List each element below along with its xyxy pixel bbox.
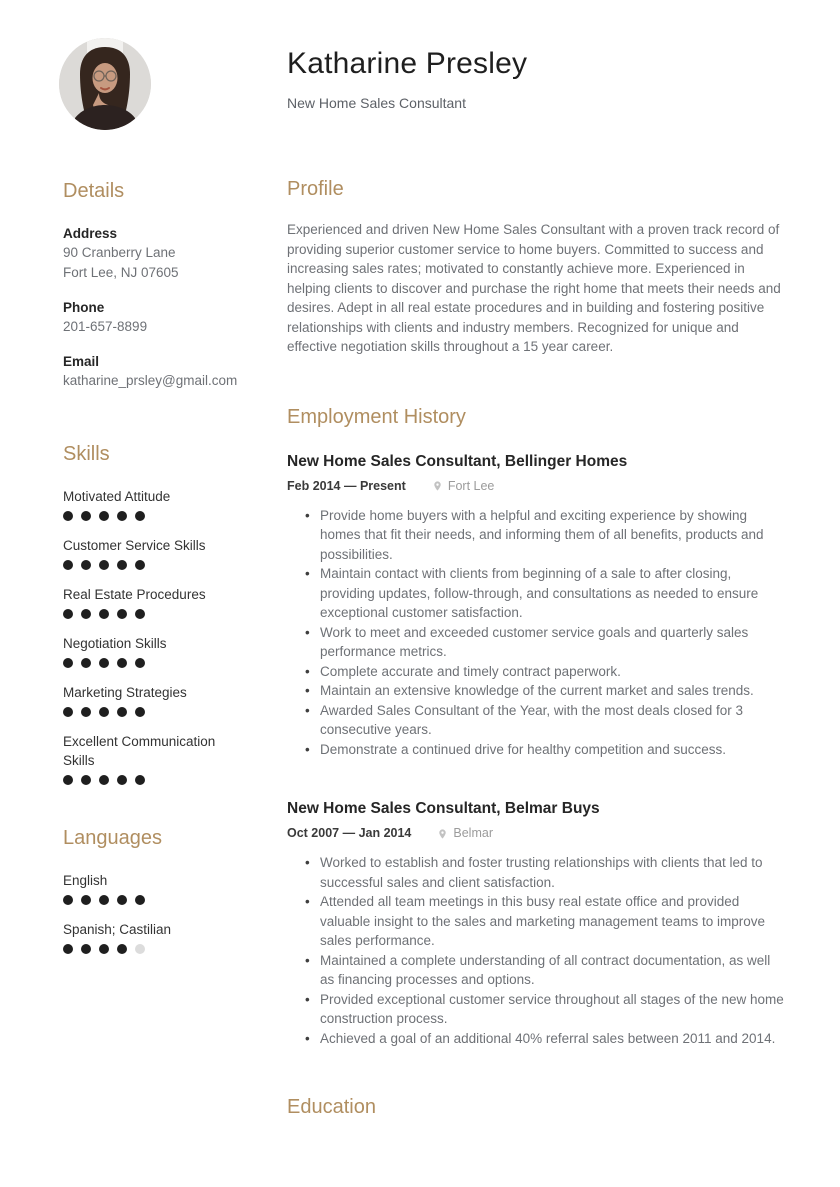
- rating-label: Excellent Communication Skills: [63, 734, 216, 768]
- rating-dot-filled: [99, 895, 109, 905]
- job-meta: [287, 478, 787, 495]
- job-bullet: • Achieved a goal of an additional 40% referral sales between 2011 and 2014.: [320, 1029, 787, 1049]
- job-bullet: • Demonstrate a continued drive for healthy competition and success.: [320, 740, 787, 760]
- job-bullet: • Complete accurate and timely contract paperwork.: [320, 662, 787, 682]
- rating-dots: [63, 707, 245, 717]
- rating-label: Real Estate Procedures: [63, 587, 206, 602]
- rating-dot-filled: [135, 609, 145, 619]
- rating-dot-filled: [99, 658, 109, 668]
- address-line-2: Fort Lee, NJ 07605: [63, 265, 179, 280]
- rating-dot-filled: [135, 658, 145, 668]
- rating-dot-filled: [99, 560, 109, 570]
- rating-dot-filled: [135, 775, 145, 785]
- rating-dot-filled: [135, 707, 145, 717]
- rating-dot-filled: [63, 658, 73, 668]
- rating-dots: [63, 511, 245, 521]
- rating-dot-filled: [117, 707, 127, 717]
- job-entry: [287, 451, 787, 760]
- rating-dot-empty: [135, 944, 145, 954]
- location-pin-icon: [432, 480, 443, 492]
- job-location-label: Fort Lee: [447, 478, 495, 493]
- languages-list: [63, 871, 245, 954]
- employment-heading: Employment History: [287, 405, 466, 428]
- rating-dots: [63, 944, 245, 954]
- rating-dots: [63, 658, 245, 668]
- rating-dot-filled: [99, 511, 109, 521]
- rating-dot-filled: [117, 658, 127, 668]
- details-heading: Details: [63, 180, 125, 202]
- location-pin-icon: [437, 828, 448, 840]
- job-bullet: • Provided exceptional customer service throughout all stages of the new home construction process.: [320, 990, 787, 1029]
- address-label: Address: [63, 226, 118, 241]
- rating-dot-filled: [81, 895, 91, 905]
- job-bullet-list: [287, 506, 787, 760]
- job-bullet: • Maintain contact with clients from beginning of a sale to after closing, providing updates, follow-through, and consultations as needed to ensure exceptional customer satisfaction.: [320, 564, 787, 623]
- rating-item: [63, 487, 245, 521]
- job-dates: Feb 2014 — Present: [287, 478, 406, 493]
- phone-value: 201-657-8899: [63, 319, 148, 334]
- rating-dot-filled: [81, 560, 91, 570]
- job-meta: [287, 825, 787, 842]
- rating-dots: [63, 775, 245, 785]
- profile-heading: Profile: [287, 178, 344, 200]
- job-title: New Home Sales Consultant, Belmar Buys: [287, 800, 600, 817]
- rating-dot-filled: [135, 560, 145, 570]
- job-location-label: Belmar: [453, 826, 493, 840]
- rating-dot-filled: [117, 609, 127, 619]
- rating-item: [63, 920, 245, 954]
- rating-item: [63, 871, 245, 905]
- phone-label: Phone: [63, 300, 105, 315]
- job-bullet: • Attended all team meetings in this busy real estate office and provided valuable insight to the sales and marketing management teams to improve sales performance.: [320, 892, 787, 951]
- rating-dot-filled: [99, 609, 109, 619]
- sidebar: [63, 0, 245, 1187]
- rating-dot-filled: [81, 944, 91, 954]
- rating-dot-filled: [99, 707, 109, 717]
- rating-dot-filled: [63, 775, 73, 785]
- rating-item: [63, 536, 245, 570]
- job-location: [432, 478, 495, 495]
- email-value: katharine_prsley@gmail.com: [63, 373, 238, 388]
- languages-heading: Languages: [63, 827, 162, 849]
- job-entry: [287, 798, 787, 1048]
- profile-photo: [59, 38, 151, 130]
- skills-heading: Skills: [63, 443, 110, 465]
- job-bullet-list: [287, 853, 787, 1048]
- job-bullet: • Provide home buyers with a helpful and exciting experience by showing homes that fit their needs, and informing them of all benefits, products and possibilities.: [320, 506, 787, 565]
- rating-dot-filled: [81, 511, 91, 521]
- rating-dot-filled: [63, 511, 73, 521]
- rating-item: [63, 732, 245, 785]
- rating-label: Marketing Strategies: [63, 685, 187, 700]
- jobs-list: [287, 451, 787, 1049]
- address-line-1: 90 Cranberry Lane: [63, 245, 176, 260]
- rating-dot-filled: [117, 895, 127, 905]
- rating-label: Spanish; Castilian: [63, 922, 172, 937]
- rating-label: Motivated Attitude: [63, 489, 171, 504]
- rating-label: English: [63, 873, 108, 888]
- rating-label: Negotiation Skills: [63, 636, 167, 651]
- profile-text: Experienced and driven New Home Sales Consultant with a proven track record of providing superior customer service to home buyers. Committed to success and increasing sales rates; motivated to constantly achieve more. Experienced in helping clients to discover and purchase the right home that meets their needs and desires. Adept in all real estate procedures and in building and fostering positive relationships with clients and industry members. Recognized for unique and effective negotiation skills throughout a 15 year career.: [287, 222, 781, 354]
- rating-dot-filled: [99, 775, 109, 785]
- job-bullet: • Maintain an extensive knowledge of the current market and sales trends.: [320, 681, 787, 701]
- rating-dot-filled: [81, 609, 91, 619]
- rating-dots: [63, 895, 245, 905]
- rating-dots: [63, 560, 245, 570]
- job-bullet: • Maintained a complete understanding of all contract documentation, as well as financing processes and options.: [320, 951, 787, 990]
- person-name: Katharine Presley: [287, 47, 528, 80]
- rating-dot-filled: [99, 944, 109, 954]
- rating-item: [63, 585, 245, 619]
- phone-field: [63, 298, 245, 337]
- rating-dot-filled: [117, 775, 127, 785]
- job-bullet: • Awarded Sales Consultant of the Year, with the most deals closed for 3 consecutive years.: [320, 701, 787, 740]
- rating-item: [63, 683, 245, 717]
- rating-dot-filled: [81, 658, 91, 668]
- job-dates: Oct 2007 — Jan 2014: [287, 826, 412, 840]
- person-title: New Home Sales Consultant: [287, 95, 466, 111]
- job-bullet: • Work to meet and exceeded customer service goals and quarterly sales performance metrics.: [320, 623, 787, 662]
- rating-dot-filled: [135, 895, 145, 905]
- email-field: [63, 352, 245, 391]
- rating-dot-filled: [81, 707, 91, 717]
- education-heading: Education: [287, 1096, 376, 1118]
- rating-dot-filled: [135, 511, 145, 521]
- rating-item: [63, 634, 245, 668]
- rating-dot-filled: [63, 944, 73, 954]
- skills-list: [63, 487, 245, 785]
- rating-dot-filled: [63, 707, 73, 717]
- rating-dot-filled: [117, 560, 127, 570]
- rating-dot-filled: [63, 560, 73, 570]
- main-column: [287, 0, 787, 1187]
- rating-dots: [63, 609, 245, 619]
- address-field: [63, 224, 245, 283]
- rating-dot-filled: [117, 944, 127, 954]
- job-title: New Home Sales Consultant, Bellinger Homes: [287, 452, 628, 470]
- rating-dot-filled: [63, 609, 73, 619]
- job-bullet: • Worked to establish and foster trusting relationships with clients that led to successful sales and client satisfaction.: [320, 853, 787, 892]
- job-location: [437, 825, 493, 842]
- email-label: Email: [63, 354, 100, 369]
- rating-dot-filled: [81, 775, 91, 785]
- portrait-illustration: [59, 38, 151, 130]
- rating-dot-filled: [63, 895, 73, 905]
- rating-label: Customer Service Skills: [63, 538, 206, 553]
- rating-dot-filled: [117, 511, 127, 521]
